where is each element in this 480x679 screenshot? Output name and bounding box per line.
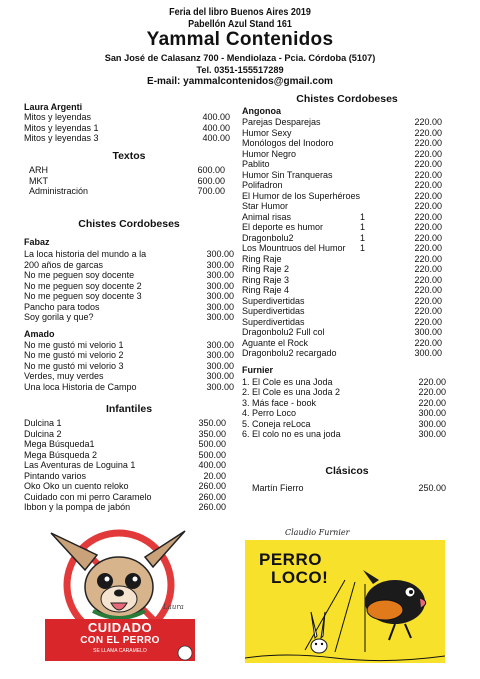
item-price: 220.00 bbox=[414, 190, 442, 201]
poster-line3: SE LLAMA CARAMELO bbox=[93, 648, 147, 654]
item-price: 220.00 bbox=[414, 306, 442, 316]
list-item bbox=[24, 382, 234, 393]
group-label: Angonoa bbox=[242, 106, 281, 116]
item-price: 220.00 bbox=[414, 337, 442, 348]
list-item bbox=[242, 149, 452, 160]
poster-title2: LOCO! bbox=[271, 568, 329, 587]
item-price: 400.00 bbox=[198, 460, 226, 470]
list-item bbox=[242, 128, 452, 139]
item-title: Dulcina 2 bbox=[24, 428, 62, 439]
item-title: Martín Fierro bbox=[252, 483, 304, 493]
list-item bbox=[242, 306, 452, 317]
item-title: Pablito bbox=[242, 159, 270, 169]
poster-signature: Claudio Furnier bbox=[285, 528, 350, 537]
author-label: Laura Argenti bbox=[24, 102, 83, 112]
item-price: 400.00 bbox=[202, 133, 230, 143]
item-title: Pancho para todos bbox=[24, 301, 100, 312]
list-item bbox=[242, 233, 452, 244]
address: San José de Calasanz 700 - Mendiolaza - Pcia. Córdoba (5107) bbox=[104, 53, 376, 63]
item-title: Una loca Historia de Campo bbox=[24, 381, 137, 392]
item-title: Mitos y leyendas 3 bbox=[24, 133, 99, 143]
item-price: 300.00 bbox=[206, 249, 234, 259]
item-title: 4. Perro Loco bbox=[242, 408, 297, 418]
item-price: 350.00 bbox=[198, 428, 226, 439]
item-title: Humor Sin Tranqueras bbox=[242, 169, 333, 180]
item-title: Pintando varios bbox=[24, 470, 87, 481]
list-item bbox=[29, 186, 234, 197]
item-price: 220.00 bbox=[414, 264, 442, 274]
list-item bbox=[242, 201, 452, 212]
item-price: 300.00 bbox=[206, 360, 234, 371]
item-title: Ring Raje 3 bbox=[242, 274, 290, 285]
item-title: No me peguen soy docente 2 bbox=[24, 280, 142, 291]
list-item bbox=[242, 117, 452, 128]
item-title: ARH bbox=[29, 165, 49, 175]
furnier-list bbox=[242, 377, 452, 440]
list-item bbox=[242, 212, 452, 223]
cuidado-poster bbox=[45, 525, 211, 665]
item-title: 3. Más face - book bbox=[242, 397, 317, 408]
list-item bbox=[242, 338, 452, 349]
item-title: Humor Sexy bbox=[242, 127, 292, 138]
group-label: Fabaz bbox=[24, 237, 50, 247]
item-title: Ring Raje 2 bbox=[242, 264, 290, 274]
email: E-mail: yammalcontenidos@gmail.com bbox=[147, 76, 333, 87]
item-price: 220.00 bbox=[414, 211, 442, 222]
item-price: 500.00 bbox=[198, 439, 226, 449]
item-title: No me gustó mi velorio 1 bbox=[24, 339, 124, 350]
section-heading: Chistes Cordobeses bbox=[78, 218, 180, 230]
list-item bbox=[242, 419, 452, 430]
item-price: 220.00 bbox=[414, 285, 442, 295]
item-title: Ring Raje 4 bbox=[242, 285, 290, 295]
laura-list bbox=[24, 112, 234, 144]
item-title: No me peguen soy docente bbox=[24, 270, 135, 280]
list-item bbox=[24, 260, 234, 271]
item-title: 6. El colo no es una joda bbox=[242, 429, 341, 439]
list-item bbox=[242, 327, 452, 338]
list-item bbox=[242, 222, 452, 233]
section-heading: Textos bbox=[112, 150, 146, 162]
item-price: 300.00 bbox=[418, 418, 446, 429]
list-item bbox=[24, 270, 234, 281]
item-title: Administración bbox=[29, 186, 89, 196]
list-item bbox=[24, 361, 234, 372]
item-title: Ibbon y la pompa de jabón bbox=[24, 502, 131, 512]
list-item bbox=[24, 340, 234, 351]
list-item bbox=[242, 408, 452, 419]
item-price: 700.00 bbox=[197, 186, 225, 196]
item-price: 300.00 bbox=[206, 301, 234, 312]
item-volume: 1 bbox=[360, 232, 366, 243]
item-title: Superdivertidas bbox=[242, 316, 305, 327]
item-title: Mitos y leyendas 1 bbox=[24, 122, 99, 133]
item-price: 220.00 bbox=[414, 201, 442, 211]
item-title: No me gustó mi velorio 3 bbox=[24, 360, 124, 371]
section-heading: Chistes Cordobeses bbox=[296, 93, 398, 105]
item-price: 220.00 bbox=[418, 387, 446, 397]
item-title: 1. El Cole es una Joda bbox=[242, 376, 333, 387]
section-heading: Clásicos bbox=[325, 465, 369, 477]
item-title: Verdes, muy verdes bbox=[24, 371, 104, 381]
item-price: 300.00 bbox=[206, 280, 234, 291]
list-item bbox=[24, 281, 234, 292]
item-price: 260.00 bbox=[198, 481, 226, 491]
item-price: 220.00 bbox=[414, 316, 442, 327]
item-price: 300.00 bbox=[206, 291, 234, 301]
angonoa-list bbox=[242, 117, 452, 359]
list-item bbox=[242, 429, 452, 440]
list-item bbox=[242, 159, 452, 170]
item-price: 220.00 bbox=[418, 376, 446, 387]
item-title: No me gustó mi velorio 2 bbox=[24, 350, 124, 360]
list-item bbox=[242, 296, 452, 307]
item-price: 300.00 bbox=[206, 270, 234, 280]
list-item bbox=[24, 133, 234, 144]
item-price: 220.00 bbox=[414, 138, 442, 148]
item-price: 20.00 bbox=[203, 470, 226, 481]
item-price: 400.00 bbox=[202, 112, 230, 122]
list-item bbox=[242, 285, 452, 296]
item-volume: 1 bbox=[360, 222, 366, 232]
item-title: Mitos y leyendas bbox=[24, 112, 92, 122]
item-title: La loca historia del mundo a la bbox=[24, 249, 147, 259]
item-price: 220.00 bbox=[414, 169, 442, 180]
item-title: Aguante el Rock bbox=[242, 337, 309, 348]
phone: Tel. 0351-155517289 bbox=[196, 65, 284, 75]
item-price: 300.00 bbox=[414, 348, 442, 358]
item-title: Ring Raje bbox=[242, 253, 282, 264]
list-item bbox=[242, 180, 452, 191]
list-item bbox=[24, 418, 234, 429]
poster-title1: PERRO bbox=[259, 550, 322, 569]
item-title: Dragonbolu2 bbox=[242, 232, 294, 243]
item-volume: 1 bbox=[360, 243, 366, 253]
list-item bbox=[24, 492, 234, 503]
item-price: 220.00 bbox=[414, 232, 442, 243]
item-title: 5. Coneja reLoca bbox=[242, 418, 311, 429]
item-price: 260.00 bbox=[198, 502, 226, 512]
company-name: Yammal Contenidos bbox=[146, 29, 334, 50]
item-price: 220.00 bbox=[414, 127, 442, 138]
list-item bbox=[24, 502, 234, 513]
list-item bbox=[242, 387, 452, 398]
list-item bbox=[252, 483, 452, 494]
item-price: 220.00 bbox=[414, 222, 442, 232]
item-title: No me peguen soy docente 3 bbox=[24, 291, 142, 301]
item-price: 300.00 bbox=[206, 339, 234, 350]
item-title: Superdivertidas bbox=[242, 295, 305, 306]
item-title: Dragonbolu2 Full col bbox=[242, 327, 325, 337]
item-title: Oko Oko un cuento reloko bbox=[24, 481, 129, 491]
item-title: Humor Negro bbox=[242, 148, 297, 159]
item-price: 600.00 bbox=[197, 165, 225, 175]
list-item bbox=[242, 170, 452, 181]
item-price: 500.00 bbox=[198, 449, 226, 460]
list-item bbox=[242, 243, 452, 254]
item-volume: 1 bbox=[360, 211, 366, 222]
list-item bbox=[24, 371, 234, 382]
item-price: 300.00 bbox=[206, 350, 234, 360]
textos-section bbox=[24, 150, 234, 197]
item-price: 300.00 bbox=[206, 381, 234, 392]
list-item bbox=[29, 176, 234, 187]
item-title: El deporte es humor bbox=[242, 222, 324, 232]
stand-info: Pabellón Azul Stand 161 bbox=[188, 19, 292, 30]
item-price: 300.00 bbox=[414, 327, 442, 337]
item-price: 600.00 bbox=[197, 175, 225, 186]
item-title: Dragonbolu2 recargado bbox=[242, 348, 337, 358]
item-price: 220.00 bbox=[414, 274, 442, 285]
chistes-right-section bbox=[242, 93, 452, 440]
item-title: Las Aventuras de Loguina 1 bbox=[24, 460, 136, 470]
list-item bbox=[242, 138, 452, 149]
item-title: El Humor de los Superhéroes bbox=[242, 190, 361, 201]
clasicos-section bbox=[242, 465, 452, 494]
item-title: Cuidado con mi perro Caramelo bbox=[24, 491, 152, 502]
item-price: 250.00 bbox=[418, 483, 446, 493]
item-price: 300.00 bbox=[418, 429, 446, 439]
clasicos-list bbox=[242, 483, 452, 494]
fabaz-list bbox=[24, 249, 234, 323]
item-title: MKT bbox=[29, 175, 48, 186]
item-price: 300.00 bbox=[206, 371, 234, 381]
item-price: 400.00 bbox=[202, 122, 230, 133]
list-item bbox=[242, 264, 452, 275]
list-item bbox=[242, 191, 452, 202]
item-price: 300.00 bbox=[206, 259, 234, 270]
item-title: Soy gorila y que? bbox=[24, 312, 94, 322]
list-item bbox=[242, 254, 452, 265]
item-title: Polifadron bbox=[242, 180, 283, 190]
list-item bbox=[24, 481, 234, 492]
list-item bbox=[24, 460, 234, 471]
item-price: 220.00 bbox=[414, 159, 442, 169]
textos-list bbox=[24, 165, 234, 197]
list-item bbox=[24, 471, 234, 482]
list-item bbox=[242, 317, 452, 328]
item-title: Parejas Desparejas bbox=[242, 117, 321, 127]
item-title: Mega Búsqueda1 bbox=[24, 439, 95, 449]
list-item bbox=[29, 165, 234, 176]
item-price: 220.00 bbox=[414, 180, 442, 190]
section-heading: Infantiles bbox=[105, 403, 153, 415]
perro-loco-poster bbox=[245, 528, 445, 663]
chistes-left-section bbox=[24, 218, 234, 392]
item-title: Star Humor bbox=[242, 201, 289, 211]
item-price: 350.00 bbox=[198, 418, 226, 428]
list-item bbox=[242, 398, 452, 409]
list-item bbox=[242, 275, 452, 286]
infantiles-section bbox=[24, 403, 234, 513]
item-title: Superdivertidas bbox=[242, 306, 305, 316]
list-item bbox=[242, 377, 452, 388]
group-label: Furnier bbox=[242, 364, 274, 375]
item-title: Mega Búsqueda 2 bbox=[24, 449, 98, 460]
list-item bbox=[24, 450, 234, 461]
group-label: Amado bbox=[24, 328, 55, 339]
list-item bbox=[242, 348, 452, 359]
list-item bbox=[24, 249, 234, 260]
list-item bbox=[24, 123, 234, 134]
list-item bbox=[24, 350, 234, 361]
item-price: 220.00 bbox=[414, 148, 442, 159]
item-price: 260.00 bbox=[198, 491, 226, 502]
list-item bbox=[24, 291, 234, 302]
poster-line1: CUIDADO bbox=[87, 620, 153, 635]
item-price: 220.00 bbox=[414, 243, 442, 253]
laura-section bbox=[24, 102, 234, 144]
fair-title: Feria del libro Buenos Aires 2019 bbox=[169, 7, 311, 18]
item-price: 300.00 bbox=[206, 312, 234, 322]
infantiles-list bbox=[24, 418, 234, 513]
amado-list bbox=[24, 340, 234, 393]
item-title: Animal risas bbox=[242, 211, 292, 222]
poster-line2: CON EL PERRO bbox=[80, 635, 160, 646]
item-price: 220.00 bbox=[418, 397, 446, 408]
item-title: Los Mountruos del Humor bbox=[242, 243, 346, 253]
poster-signature: Laura bbox=[163, 603, 184, 611]
item-price: 220.00 bbox=[414, 117, 442, 127]
item-price: 300.00 bbox=[418, 408, 446, 418]
list-item bbox=[24, 112, 234, 123]
item-title: Dulcina 1 bbox=[24, 418, 62, 428]
item-price: 220.00 bbox=[414, 295, 442, 306]
list-item bbox=[24, 429, 234, 440]
item-title: Monólogos del Inodoro bbox=[242, 138, 334, 148]
list-item bbox=[24, 439, 234, 450]
item-title: 200 años de garcas bbox=[24, 259, 104, 270]
list-item bbox=[24, 312, 234, 323]
item-price: 220.00 bbox=[414, 253, 442, 264]
list-item bbox=[24, 302, 234, 313]
item-title: 2. El Cole es una Joda 2 bbox=[242, 387, 341, 397]
